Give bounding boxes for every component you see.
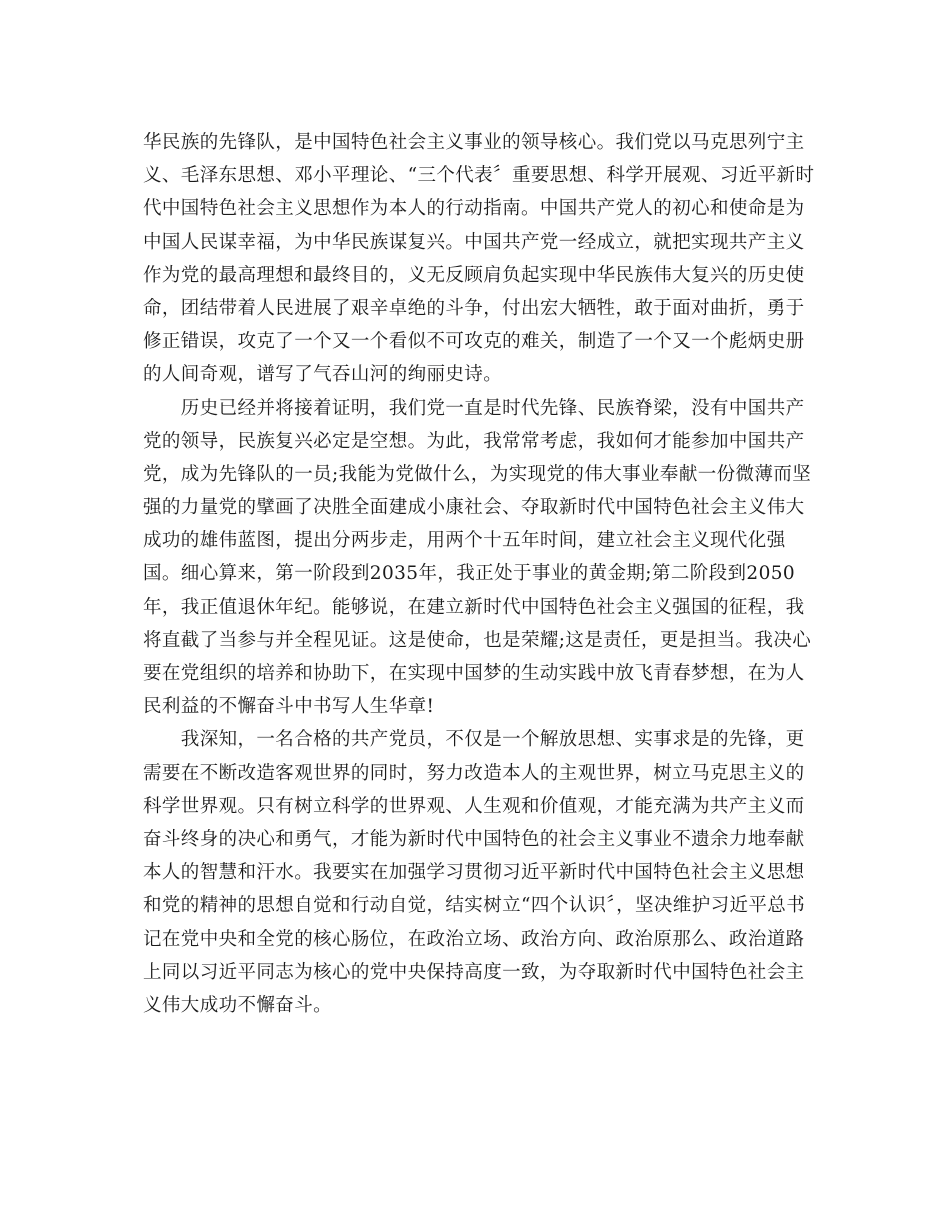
paragraph-2 [143, 392, 813, 724]
text-line: 和党的精神的思想自觉和行动自觉，结实树立“四个认识〞，坚决维护习近平总书 [143, 895, 806, 917]
text-line: 修正错误，攻克了一个又一个看似不可攻克的难关，制造了一个又一个彪炳史册 [143, 331, 805, 353]
text-line: 将直截了当参与并全程见证。这是使命，也是荣耀;这是责任，更是担当。我决心 [143, 629, 812, 651]
text-line: 党，成为先锋队的一员;我能为党做什么，为实现党的伟大事业奉献一份微薄而坚 [143, 463, 812, 485]
text-line: 需要在不断改造客观世界的同时，努力改造本人的主观世界，树立马克思主义的 [143, 762, 805, 784]
text-line: 华民族的先锋队，是中国特色社会主义事业的领导核心。我们党以马克思列宁主 [143, 132, 805, 153]
text-line: 义、毛泽东思想、邓小平理论、“三个代表〞重要思想、科学开展观、习近平新时 [143, 165, 815, 187]
text-line: 历史已经并将接着证明，我们党一直是时代先锋、民族脊梁，没有中国共产 [143, 397, 805, 419]
text-line: 本人的智慧和汗水。我要实在加强学习贯彻习近平新时代中国特色社会主义思想 [143, 862, 805, 884]
text-line: 党的领导，民族复兴必定是空想。为此，我常常考虑，我如何才能参加中国共产 [143, 430, 805, 452]
text-line: 强的力量党的擘画了决胜全面建成小康社会、夺取新时代中国特色社会主义伟大 [143, 497, 805, 519]
paragraph-3 [143, 723, 813, 1022]
text-line: 上同以习近平同志为核心的党中央保持高度一致，为夺取新时代中国特色社会主 [143, 961, 805, 983]
text-line: 的人间奇观，谱写了气吞山河的绚丽史诗。 [143, 364, 503, 386]
text-line: 作为党的最高理想和最终目的，义无反顾肩负起实现中华民族伟大复兴的历史使 [143, 264, 805, 286]
text-line: 奋斗终身的决心和勇气，才能为新时代中国特色的社会主义事业不遗余力地奉献 [143, 828, 805, 850]
document-body [143, 126, 813, 1022]
paragraph-1 [143, 126, 813, 392]
text-line: 民利益的不懈奋斗中书写人生华章! [143, 696, 435, 718]
text-line: 义伟大成功不懈奋斗。 [143, 994, 333, 1016]
text-line: 中国人民谋幸福，为中华民族谋复兴。中国共产党一经成立，就把实现共产主义 [143, 231, 805, 253]
text-line: 我深知，一名合格的共产党员，不仅是一个解放思想、实事求是的先锋，更 [143, 729, 805, 751]
text-line: 成功的雄伟蓝图，提出分两步走，用两个十五年时间，建立社会主义现代化强 [143, 530, 786, 552]
text-line: 要在党组织的培养和协助下，在实现中国梦的生动实践中放飞青春梦想，在为人 [143, 663, 805, 684]
text-line: 年，我正值退休年纪。能够说，在建立新时代中国特色社会主义强国的征程，我 [143, 596, 805, 618]
text-line: 记在党中央和全党的核心肠位，在政治立场、政治方向、政治原那么、政治道路 [143, 928, 805, 950]
text-line: 科学世界观。只有树立科学的世界观、人生观和价值观，才能充满为共产主义而 [143, 795, 805, 817]
text-line: 命，团结带着人民进展了艰辛卓绝的斗争，付出宏大牺牲，敢于面对曲折，勇于 [143, 297, 805, 319]
text-line: 国。细心算来，第一阶段到2035年，我正处于事业的黄金期;第二阶段到2050 [143, 563, 796, 585]
text-line: 代中国特色社会主义思想作为本人的行动指南。中国共产党人的初心和使命是为 [143, 198, 805, 220]
